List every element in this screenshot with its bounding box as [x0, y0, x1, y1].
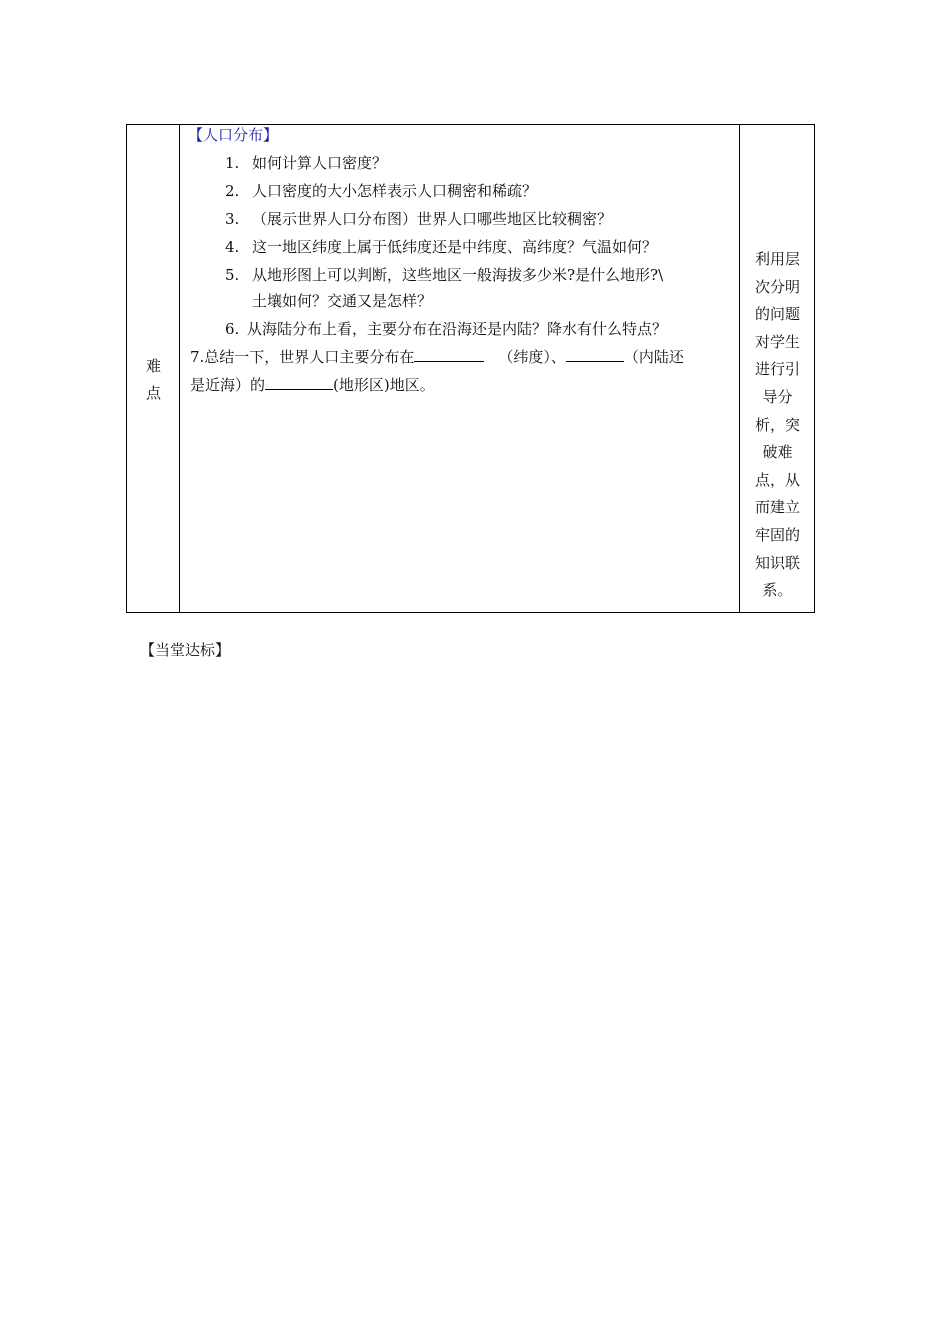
summary-text: (地形区)地区。 [333, 376, 435, 394]
note-line: 利用层 [754, 250, 800, 268]
question-number: 5. [225, 266, 240, 284]
left-label [127, 353, 180, 407]
fill-blank[interactable] [414, 347, 484, 362]
note-line: 的问题 [754, 305, 800, 324]
teaching-note [740, 246, 815, 605]
note-line: 破难 [762, 443, 793, 462]
note-line: 析，突 [754, 415, 800, 434]
note-line: 次分明 [754, 277, 800, 296]
summary-text: 是近海）的 [190, 376, 266, 394]
note-line: 系。 [762, 581, 793, 600]
summary-text: （内陆还 [623, 348, 684, 366]
question-item [225, 237, 657, 257]
question-text: 人口密度的大小怎样表示人口稠密和稀疏？ [252, 182, 538, 200]
question-text: 这一地区纬度上属于低纬度还是中纬度、高纬度？气温如何？ [252, 238, 658, 256]
question-number: 6. [225, 320, 240, 338]
note-line: 点，从 [754, 470, 800, 489]
question-text: 如何计算人口密度？ [252, 154, 388, 172]
summary-text: 7.总结一下，世界人口主要分布在 [190, 348, 415, 366]
content-cell [180, 125, 739, 612]
question-text: 土壤如何？交通又是怎样？ [252, 292, 433, 310]
question-item [252, 291, 432, 311]
summary-text: （纬度）、 [498, 348, 566, 366]
question-number: 4. [225, 238, 240, 256]
question-number: 2. [225, 182, 240, 200]
left-label-char: 难 [145, 357, 161, 375]
question-item [225, 153, 387, 173]
question-text: 从海陆分布上看，主要分布在沿海还是内陆？降水有什么特点？ [247, 320, 668, 338]
lesson-table [126, 124, 815, 613]
footer-heading: 【当堂达标】 [140, 641, 231, 659]
question-item [225, 209, 612, 229]
question-number: 3. [225, 210, 240, 228]
note-line: 知识联 [754, 553, 800, 572]
section-heading: 【人口分布】 [188, 126, 279, 144]
question-item [225, 181, 537, 201]
note-line: 而建立 [754, 498, 800, 517]
fill-blank[interactable] [566, 347, 624, 362]
left-label-char: 点 [145, 384, 161, 402]
question-item [225, 319, 667, 339]
summary-line-1 [190, 347, 684, 367]
left-label-cell [127, 125, 180, 612]
question-item [225, 265, 663, 285]
fill-blank[interactable] [265, 375, 333, 390]
summary-line-2 [190, 375, 435, 395]
note-line: 进行引 [754, 360, 800, 379]
question-number: 1. [225, 154, 240, 172]
note-cell [739, 125, 814, 612]
question-text: 从地形图上可以判断，这些地区一般海拔多少米?是什么地形?\ [252, 266, 664, 284]
note-line: 牢固的 [754, 525, 800, 544]
note-line: 导分 [762, 387, 793, 406]
note-line: 对学生 [754, 332, 800, 351]
question-text: （展示世界人口分布图）世界人口哪些地区比较稠密？ [252, 210, 613, 228]
